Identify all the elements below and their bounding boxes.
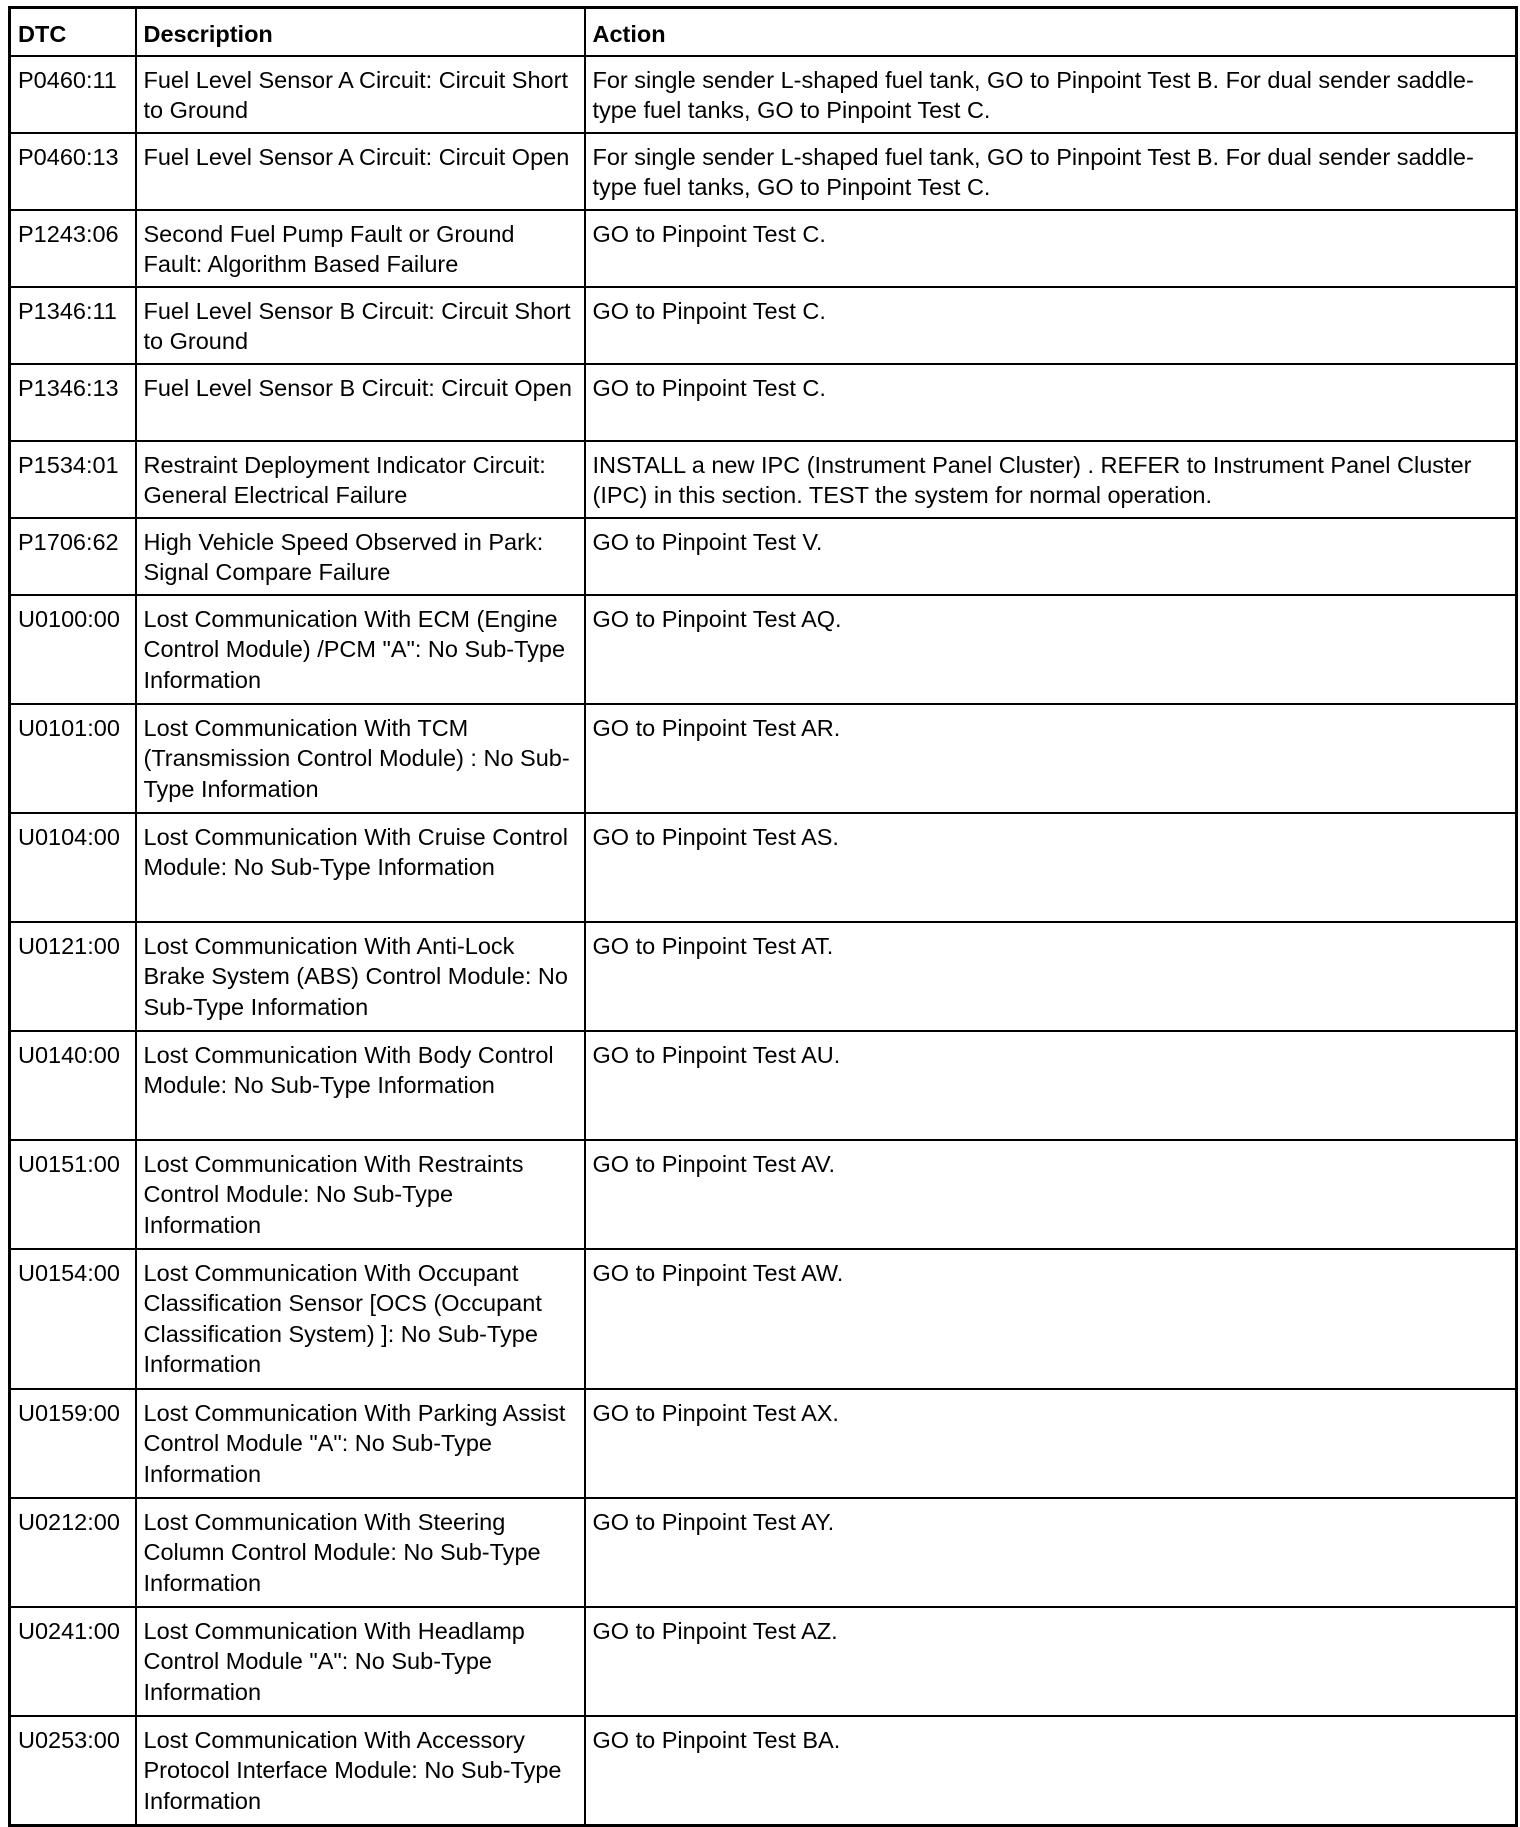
description-cell: Second Fuel Pump Fault or Ground Fault: Algorithm Based Failure — [136, 210, 585, 287]
table-row — [10, 813, 1517, 922]
action-cell: GO to Pinpoint Test AX. — [585, 1389, 1517, 1498]
table-row — [10, 1249, 1517, 1389]
description-cell: Lost Communication With Anti-Lock Brake System (ABS) Control Module: No Sub-Type Information — [136, 922, 585, 1031]
dtc-code-cell: U0253:00 — [10, 1716, 136, 1826]
dtc-code-cell: U0159:00 — [10, 1389, 136, 1498]
table-header-row — [10, 8, 1517, 57]
action-cell: For single sender L-shaped fuel tank, GO to Pinpoint Test B. For dual sender saddle-type fuel tanks, GO to Pinpoint Test C. — [585, 133, 1517, 210]
table-row — [10, 1031, 1517, 1140]
action-cell: GO to Pinpoint Test V. — [585, 518, 1517, 595]
action-cell: GO to Pinpoint Test AW. — [585, 1249, 1517, 1389]
dtc-table-container — [8, 6, 1515, 1827]
table-row — [10, 1607, 1517, 1716]
action-cell: INSTALL a new IPC (Instrument Panel Cluster) . REFER to Instrument Panel Cluster (IPC) in this section. TEST the system for normal operation. — [585, 441, 1517, 518]
table-row — [10, 287, 1517, 364]
description-cell: Fuel Level Sensor B Circuit: Circuit Short to Ground — [136, 287, 585, 364]
table-row — [10, 922, 1517, 1031]
dtc-code-cell: U0154:00 — [10, 1249, 136, 1389]
action-cell: GO to Pinpoint Test AV. — [585, 1140, 1517, 1249]
dtc-code-cell: U0140:00 — [10, 1031, 136, 1140]
action-cell: GO to Pinpoint Test C. — [585, 210, 1517, 287]
table-row — [10, 56, 1517, 133]
dtc-code-cell: U0104:00 — [10, 813, 136, 922]
dtc-code-cell: U0121:00 — [10, 922, 136, 1031]
dtc-code-cell: P1534:01 — [10, 441, 136, 518]
action-cell: GO to Pinpoint Test C. — [585, 287, 1517, 364]
table-row — [10, 1389, 1517, 1498]
table-row — [10, 441, 1517, 518]
description-cell: Lost Communication With TCM (Transmission Control Module) : No Sub-Type Information — [136, 704, 585, 813]
dtc-code-cell: P0460:11 — [10, 56, 136, 133]
dtc-table — [8, 6, 1518, 1827]
action-cell: GO to Pinpoint Test AY. — [585, 1498, 1517, 1607]
table-row — [10, 133, 1517, 210]
action-cell: GO to Pinpoint Test AR. — [585, 704, 1517, 813]
description-cell: Lost Communication With Body Control Module: No Sub-Type Information — [136, 1031, 585, 1140]
dtc-code-cell: U0212:00 — [10, 1498, 136, 1607]
description-cell: Fuel Level Sensor A Circuit: Circuit Open — [136, 133, 585, 210]
column-header-description: Description — [136, 8, 585, 57]
table-row — [10, 1498, 1517, 1607]
dtc-code-cell: U0241:00 — [10, 1607, 136, 1716]
column-header-dtc: DTC — [10, 8, 136, 57]
dtc-code-cell: P1243:06 — [10, 210, 136, 287]
action-cell: GO to Pinpoint Test AQ. — [585, 595, 1517, 704]
table-row — [10, 210, 1517, 287]
table-row — [10, 595, 1517, 704]
description-cell: Fuel Level Sensor A Circuit: Circuit Short to Ground — [136, 56, 585, 133]
dtc-code-cell: P1346:13 — [10, 364, 136, 441]
dtc-code-cell: U0151:00 — [10, 1140, 136, 1249]
column-header-action: Action — [585, 8, 1517, 57]
description-cell: High Vehicle Speed Observed in Park: Signal Compare Failure — [136, 518, 585, 595]
description-cell: Lost Communication With Cruise Control Module: No Sub-Type Information — [136, 813, 585, 922]
description-cell: Lost Communication With Headlamp Control Module "A": No Sub-Type Information — [136, 1607, 585, 1716]
action-cell: For single sender L-shaped fuel tank, GO to Pinpoint Test B. For dual sender saddle-type fuel tanks, GO to Pinpoint Test C. — [585, 56, 1517, 133]
action-cell: GO to Pinpoint Test C. — [585, 364, 1517, 441]
action-cell: GO to Pinpoint Test AU. — [585, 1031, 1517, 1140]
dtc-code-cell: U0100:00 — [10, 595, 136, 704]
description-cell: Restraint Deployment Indicator Circuit: General Electrical Failure — [136, 441, 585, 518]
description-cell: Lost Communication With Parking Assist Control Module "A": No Sub-Type Information — [136, 1389, 585, 1498]
description-cell: Lost Communication With Accessory Protocol Interface Module: No Sub-Type Information — [136, 1716, 585, 1826]
action-cell: GO to Pinpoint Test AT. — [585, 922, 1517, 1031]
description-cell: Fuel Level Sensor B Circuit: Circuit Open — [136, 364, 585, 441]
action-cell: GO to Pinpoint Test AS. — [585, 813, 1517, 922]
description-cell: Lost Communication With Occupant Classification Sensor [OCS (Occupant Classification System) ]: No Sub-Type Information — [136, 1249, 585, 1389]
table-row — [10, 704, 1517, 813]
table-row — [10, 1716, 1517, 1826]
dtc-code-cell: P0460:13 — [10, 133, 136, 210]
description-cell: Lost Communication With ECM (Engine Control Module) /PCM "A": No Sub-Type Information — [136, 595, 585, 704]
description-cell: Lost Communication With Steering Column Control Module: No Sub-Type Information — [136, 1498, 585, 1607]
description-cell: Lost Communication With Restraints Control Module: No Sub-Type Information — [136, 1140, 585, 1249]
dtc-code-cell: P1706:62 — [10, 518, 136, 595]
action-cell: GO to Pinpoint Test BA. — [585, 1716, 1517, 1826]
table-row — [10, 364, 1517, 441]
dtc-code-cell: U0101:00 — [10, 704, 136, 813]
action-cell: GO to Pinpoint Test AZ. — [585, 1607, 1517, 1716]
table-row — [10, 1140, 1517, 1249]
table-row — [10, 518, 1517, 595]
dtc-code-cell: P1346:11 — [10, 287, 136, 364]
